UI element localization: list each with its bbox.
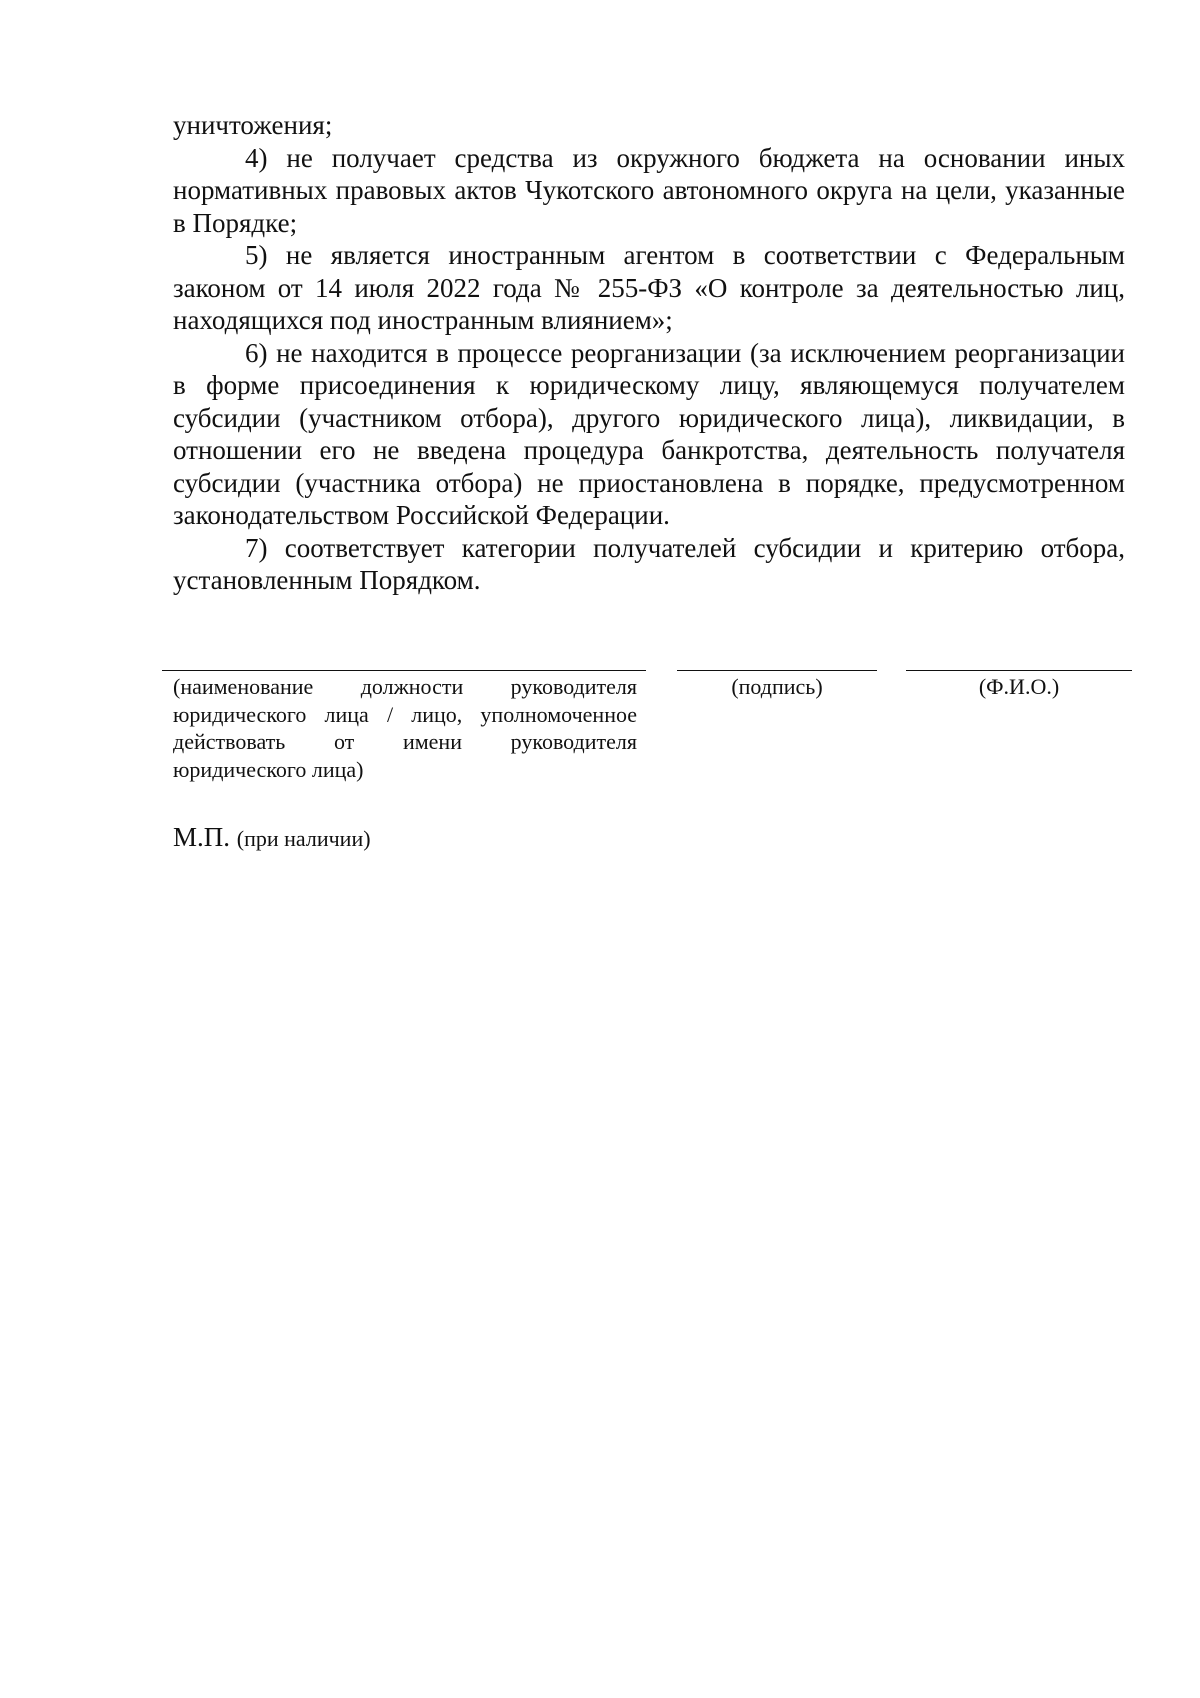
position-signature-line <box>162 670 646 671</box>
document-body <box>173 109 1125 597</box>
stamp-note: (при наличии) <box>236 826 371 851</box>
paragraph-item-7: 7) соответствует категории получателей субсидии и критерию отбора, установленным Порядком. <box>173 532 1125 595</box>
stamp-label: М.П. <box>173 822 231 852</box>
paragraph-item-4: 4) не получает средства из окружного бюджета на основании иных нормативных правовых актов Чукотского автономного округа на цели, указанные в Порядке; <box>173 142 1125 238</box>
name-signature-line <box>906 670 1132 671</box>
name-label: (Ф.И.О.) <box>978 674 1060 699</box>
paragraph-item-6: 6) не находится в процессе реорганизации (за исключением реорганизации в форме присоединения к юридическому лицу, являющемуся получателем субсидии (участником отбора), другого юридического лица), ликвидации, в отношении его не введена процедура банкротства, деятельность получателя субсидии (участника отбора) не приостановлена в порядке, предусмотренном законодательством Российской Федерации. <box>173 337 1125 530</box>
position-label: (наименование должности руководителя юридического лица / лицо, уполномоченное действовать от имени руководителя юридического лица) <box>173 674 637 782</box>
signature-line <box>677 670 877 671</box>
signature-label: (подпись) <box>731 674 823 699</box>
paragraph-continuation: уничтожения; <box>173 110 333 140</box>
paragraph-item-5: 5) не является иностранным агентом в соответствии с Федеральным законом от 14 июля 2022 года № 255-ФЗ «О контроле за деятельностью лиц, находящихся под иностранным влиянием»; <box>173 240 1125 335</box>
stamp-placeholder <box>173 821 371 855</box>
